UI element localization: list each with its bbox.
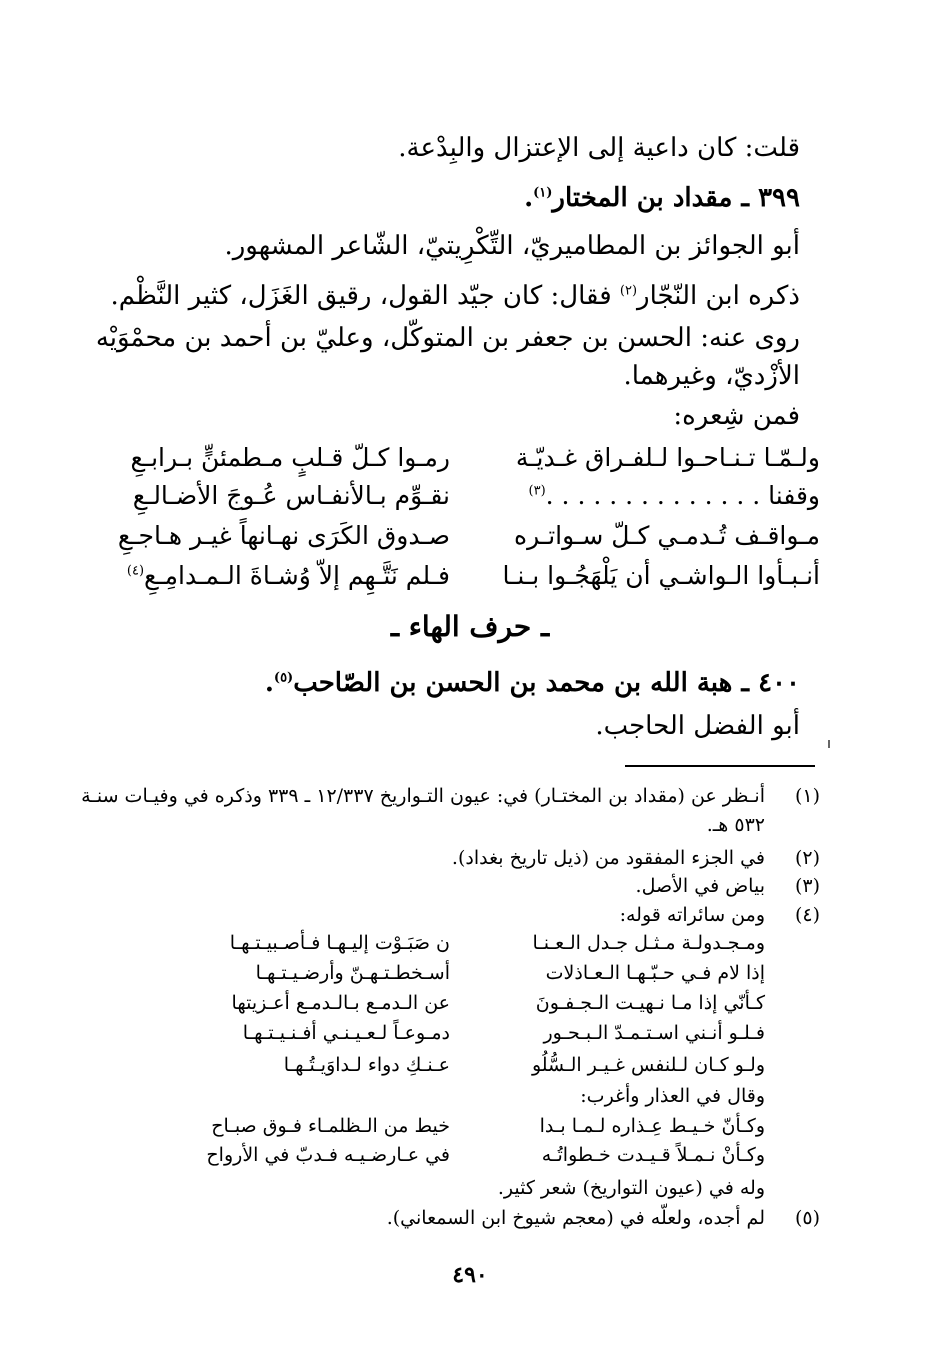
entry-400-kunya: أبو الفضل الحاجب. (595, 711, 800, 741)
footnote-verse-5-right: ولـو كـان لـلنفس غـيـر الـسُّلُو (531, 1054, 765, 1076)
entry-399-heading (90, 180, 800, 216)
footnote-ref-4: (٤) (126, 563, 145, 579)
footnote-3-text: بياض في الأصل. (635, 875, 765, 897)
footnote-verse-1-left: ن صَبَـوْت إليـهـا فـأصـبيـتـهـا (229, 932, 450, 954)
footnote-verse-3-right: كـأنّي إذا مـا نـهيـت الـجـفـونَ (535, 992, 765, 1014)
footnote-1-text: أنـظر عن (مقداد بن المختـار) في: عيون التـواريخ ١٢/٣٣٧ ـ ٣٣٩ وذكره في وفيـات سنـة (81, 785, 765, 807)
footnote-verse-4-left: دمـوعـاً لـعـيـنـي أفـنـيـتـهـا (242, 1022, 450, 1044)
footnote-4-closing: وله في (عيون التواريخ) شعر كثير. (497, 1177, 765, 1199)
verse-3-second-hemistich: صـدوق الكَرَى نهـانهاً غيـر هـاجـعِ (117, 521, 450, 550)
entry-400-dot: . (264, 668, 274, 698)
footnote-separator (625, 765, 815, 767)
verse-4-text: فـلم نَتَّـهِم إلاّ وُشـاةَ الـمـدامِـعِ (144, 561, 450, 590)
footnote-ref-2: (٢) (619, 283, 638, 299)
footnote-ref-3: (٣) (528, 483, 546, 499)
footnote-4-intro-2: وقال في العذار وأغرب: (580, 1085, 765, 1107)
footnote-1-number: (١) (794, 785, 820, 807)
footnote-verse-6-left: خيط من الـظلمـاء فـوق صبـاح (211, 1115, 450, 1137)
mention-text-b: فقال: كان جيّد القول، رقيق الغَزَل، كثير النَّظْم. (110, 281, 620, 311)
page-number: ٤٩٠ (452, 1262, 488, 1288)
entry-399-kunya: أبو الجوائز بن المطاميريّ، التِّكْرِيتيّ، الشّاعر المشهور. (224, 231, 800, 261)
footnote-4-number: (٤) (794, 904, 820, 926)
footnote-verse-1-right: ومـجـدولـة مـثـل جـدل الـعـنـا (532, 932, 765, 954)
footnote-ref-5: (٥) (273, 670, 294, 686)
verse-2-second-hemistich: نقـوِّم بـالأنفـاس عُـوجَ الأضـالـعِ (132, 481, 450, 510)
footnote-verse-7-left: في عـارضـيـه فـدبّ في الأرواح (206, 1144, 450, 1166)
entry-399-dot: . (524, 183, 534, 213)
verse-2-text: وقفنا . . . . . . . . . . . . . . (545, 481, 820, 510)
entry-399-narrators: روى عنه: الحسن بن جعفر بن المتوكّل، وعليّ بن أحمد بن محمْوَيْه (95, 323, 800, 353)
footnote-verse-6-right: وكـأنّ خـيـط عِـذاره لـمـا بـدا (539, 1115, 765, 1137)
margin-mark (828, 740, 830, 748)
mention-text-a: ذكره ابن النّجّار (637, 281, 800, 311)
footnote-verse-2-left: أسـخطـتـهـنّ وأرضـيـتـهـا (255, 962, 450, 984)
footnote-2-text: في الجزء المفقود من (ذيل تاريخ بغداد). (451, 847, 765, 869)
verse-1-second-hemistich: رمـوا كـلّ قـلبٍ مـطمئنٍّ بـرابـعِ (130, 443, 450, 472)
verse-1-first-hemistich: ولـمّـا تـنـاحـوا لـلفـراق غـديّـة (515, 443, 820, 472)
verse-3-first-hemistich: مـواقـف تُـدمـي كـلّ سـواتـره (514, 521, 820, 550)
entry-400-title: ٤٠٠ ـ هبة الله بن محمد بن الحسن بن الصّاحب (293, 668, 800, 698)
verse-4-second-hemistich (110, 558, 450, 594)
footnote-4-text: ومن سائراته قوله: (619, 904, 765, 926)
entry-399-title: ٣٩٩ ـ مقداد بن المختار (552, 183, 800, 213)
footnote-verse-5-left: عـنـكِ دواء لـداوَيـتُـهـا (283, 1054, 450, 1076)
footnote-1-text-cont: ٥٣٢ هـ. (706, 814, 765, 836)
entry-400-heading (90, 665, 800, 701)
footnote-verse-7-right: وكـأنْ نـمـلاً قـيـدت خـطواتُـه (541, 1144, 765, 1166)
footnote-2-number: (٢) (794, 847, 820, 869)
poetry-intro: فمن شِعره: (673, 401, 800, 431)
entry-399-mention (90, 278, 800, 314)
section-heading: ـ حرف الهاء ـ (390, 610, 550, 643)
footnote-5-number: (٥) (794, 1207, 820, 1229)
footnote-5-text: لم أجده، ولعلّه في (معجم شيوخ ابن السمعاني). (386, 1207, 765, 1229)
footnote-3-number: (٣) (794, 875, 820, 897)
footnote-verse-4-right: فـلـو أنـني اسـتـمـدّ الـبـحـور (543, 1022, 765, 1044)
verse-4-first-hemistich: أنـبـأوا الـواشـي أن يَلْهَجُـوا بـنـا (502, 561, 820, 590)
footnote-verse-3-left: عن الـدمـع بـالـدمـع أعـزيتها (231, 992, 450, 1014)
paragraph-comment: قلت: كان داعية إلى الإعتزال والبِدْعة. (398, 133, 800, 163)
footnote-ref-1: (١) (533, 185, 553, 201)
entry-399-narrators-cont: الأزْديّ، وغيرهما. (623, 361, 800, 391)
footnote-verse-2-right: إذا لام فـي حـبّـهـا الـعـاذلات (545, 962, 765, 984)
verse-2-first-hemistich (490, 478, 820, 514)
